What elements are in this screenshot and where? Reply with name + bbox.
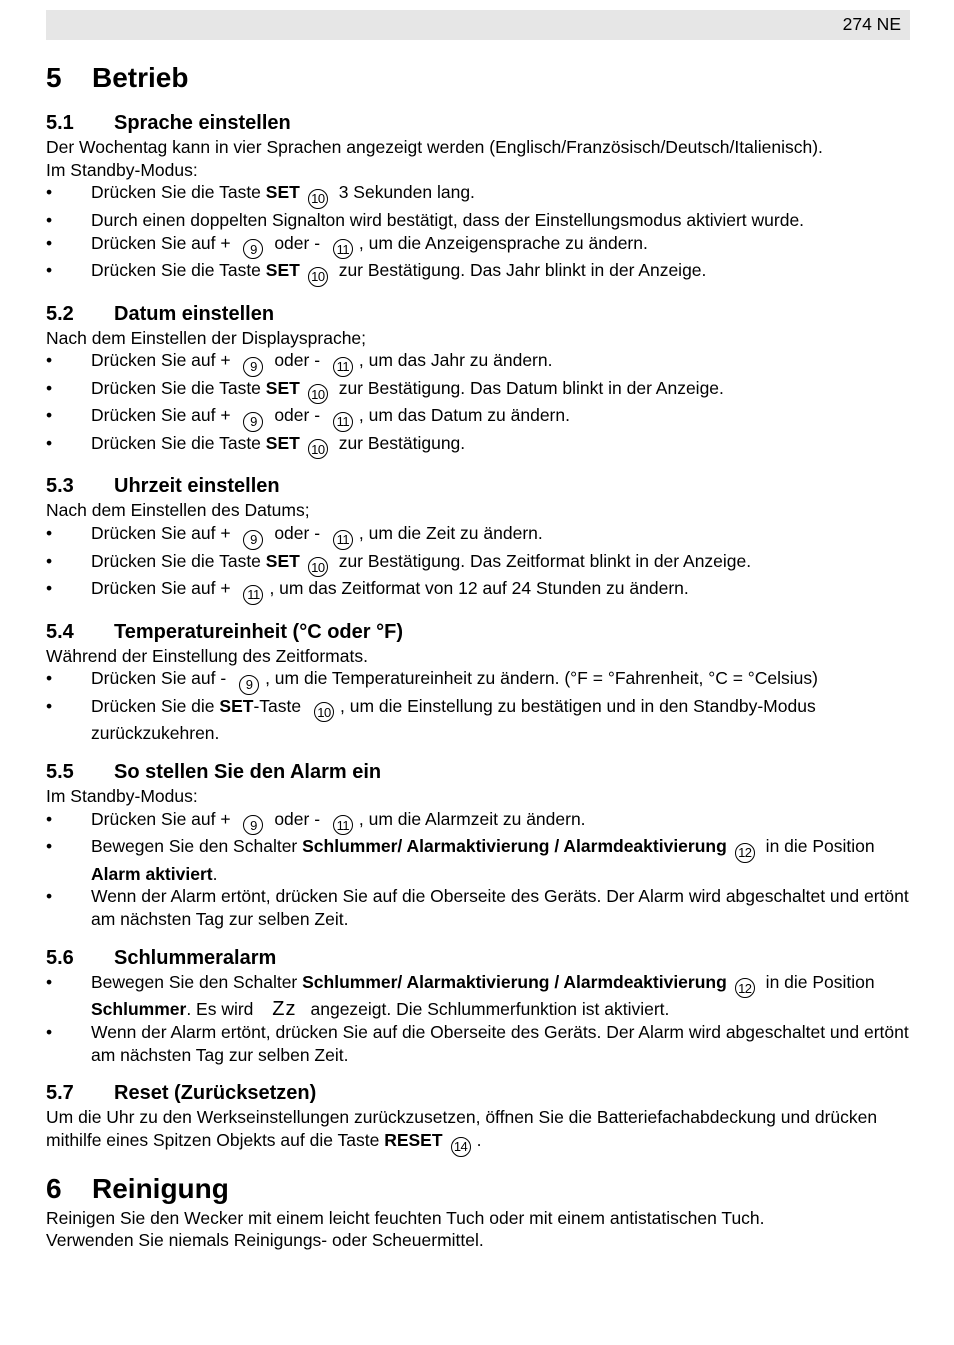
- snooze-icon: Zz: [272, 998, 297, 1021]
- ref-number-icon: 9: [243, 357, 263, 377]
- bullet-list: [46, 349, 910, 459]
- bullet-list: [46, 971, 910, 1067]
- list-item: • Drücken Sie auf - 9 , um die Temperatureinheit zu ändern. (°F = °Fahrenheit, °C = °Celsius): [46, 667, 910, 695]
- page-id: 274 NE: [842, 14, 901, 34]
- paragraph: Im Standby-Modus:: [46, 159, 198, 180]
- paragraph: Der Wochentag kann in vier Sprachen angezeigt werden (Englisch/Französisch/Deutsch/Italienisch).: [46, 137, 823, 157]
- ref-number-icon: 9: [239, 675, 259, 695]
- ref-number-icon: 10: [308, 557, 328, 577]
- ref-number-icon: 10: [308, 439, 328, 459]
- ref-number-icon: 11: [333, 412, 353, 432]
- list-item: • Wenn der Alarm ertönt, drücken Sie auf die Oberseite des Geräts. Der Alarm wird abgeschaltet und ertönt am nächsten Tag zur selben Zeit.: [46, 886, 909, 930]
- list-item: • Drücken Sie auf + 11 , um das Zeitformat von 12 auf 24 Stunden zu ändern.: [46, 577, 910, 605]
- subsection-heading: 5.1 Sprache einstellen: [46, 112, 291, 134]
- ref-number-icon: 11: [333, 239, 353, 259]
- list-item: • Durch einen doppelten Signalton wird bestätigt, dass der Einstellungsmodus aktiviert wurde.: [46, 209, 805, 230]
- list-item: • Drücken Sie auf + 9 oder - 11 , um das Datum zu ändern.: [46, 404, 910, 432]
- page-header: [46, 10, 910, 40]
- section-heading: 6 Reinigung: [46, 1172, 229, 1204]
- bullet-list: [46, 522, 910, 605]
- paragraph: Reinigen Sie den Wecker mit einem leicht feuchten Tuch oder mit einem antistatischen Tuch.: [46, 1207, 765, 1228]
- ref-number-icon: 10: [308, 189, 328, 209]
- ref-number-icon: 11: [243, 585, 263, 605]
- list-item: • Drücken Sie auf + 9 oder - 11 , um das Jahr zu ändern.: [46, 349, 910, 377]
- paragraph: Verwenden Sie niemals Reinigungs- oder Scheuermittel.: [46, 1230, 484, 1251]
- list-item: • Drücken Sie die Taste SET 10 zur Bestätigung. Das Jahr blinkt in der Anzeige.: [46, 259, 910, 287]
- list-item: • Drücken Sie die Taste SET 10 zur Bestätigung. Das Datum blinkt in der Anzeige.: [46, 377, 910, 405]
- list-item: • Drücken Sie auf + 9 oder - 11 , um die Zeit zu ändern.: [46, 522, 910, 550]
- subsection-heading: 5.2 Datum einstellen: [46, 302, 275, 325]
- list-item: • Drücken Sie die SET-Taste 10 , um die Einstellung zu bestätigen und in den Standby-Modus zurückzukehren.: [46, 695, 816, 744]
- section-heading: 5 Betrieb: [46, 62, 189, 93]
- paragraph: Um die Uhr zu den Werkseinstellungen zurückzusetzen, öffnen Sie die Batteriefachabdeckung und drücken mithilfe eines Spitzen Objekts auf die Taste RESET 14 .: [46, 1106, 910, 1156]
- ref-number-icon: 9: [243, 530, 263, 550]
- subsection-heading: 5.6 Schlummeralarm: [46, 946, 277, 969]
- list-item: • Drücken Sie die Taste SET 10 zur Bestätigung.: [46, 432, 910, 460]
- subsection-heading: 5.4 Temperatureinheit (°C oder °F): [46, 620, 403, 643]
- paragraph: Nach dem Einstellen der Displaysprache;: [46, 327, 367, 348]
- list-item: • Bewegen Sie den Schalter Schlummer/ Alarmaktivierung / Alarmdeaktivierung 12 in die Position Alarm aktiviert.: [46, 836, 875, 884]
- list-item: • Bewegen Sie den Schalter Schlummer/ Alarmaktivierung / Alarmdeaktivierung 12 in die Position Schlummer. Es wird Zz angezeigt. Die Schlummerfunktion ist aktiviert.: [46, 971, 875, 1021]
- ref-number-icon: 14: [451, 1137, 471, 1157]
- paragraph: Im Standby-Modus:: [46, 785, 198, 806]
- ref-number-icon: 12: [735, 843, 755, 863]
- subsection-heading: 5.7 Reset (Zurücksetzen): [46, 1082, 317, 1105]
- ref-number-icon: 12: [735, 978, 755, 998]
- list-item: • Drücken Sie auf + 9 oder - 11 , um die Alarmzeit zu ändern.: [46, 808, 910, 836]
- list-item: • Drücken Sie die Taste SET 10 zur Bestätigung. Das Zeitformat blinkt in der Anzeige.: [46, 550, 910, 578]
- ref-number-icon: 10: [308, 384, 328, 404]
- bullet-list: [46, 181, 910, 286]
- list-item: • Wenn der Alarm ertönt, drücken Sie auf die Oberseite des Geräts. Der Alarm wird abgeschaltet und ertönt am nächsten Tag zur selben Zeit.: [46, 1021, 909, 1065]
- ref-number-icon: 9: [243, 412, 263, 432]
- bullet-list: [46, 808, 910, 931]
- bullet-list: [46, 667, 910, 745]
- paragraph: Nach dem Einstellen des Datums;: [46, 500, 310, 521]
- list-item: • Drücken Sie auf + 9 oder - 11 , um die Anzeigensprache zu ändern.: [46, 232, 910, 260]
- ref-number-icon: 11: [333, 357, 353, 377]
- ref-number-icon: 10: [308, 267, 328, 287]
- ref-number-icon: 9: [243, 815, 263, 835]
- ref-number-icon: 11: [333, 815, 353, 835]
- ref-number-icon: 11: [333, 530, 353, 550]
- list-item: • Drücken Sie die Taste SET 10 3 Sekunden lang.: [46, 181, 910, 209]
- paragraph: Während der Einstellung des Zeitformats.: [46, 645, 368, 666]
- ref-number-icon: 9: [243, 239, 263, 259]
- subsection-heading: 5.5 So stellen Sie den Alarm ein: [46, 760, 382, 783]
- document-body: [46, 60, 910, 1252]
- subsection-heading: 5.3 Uhrzeit einstellen: [46, 475, 280, 498]
- ref-number-icon: 10: [314, 702, 334, 722]
